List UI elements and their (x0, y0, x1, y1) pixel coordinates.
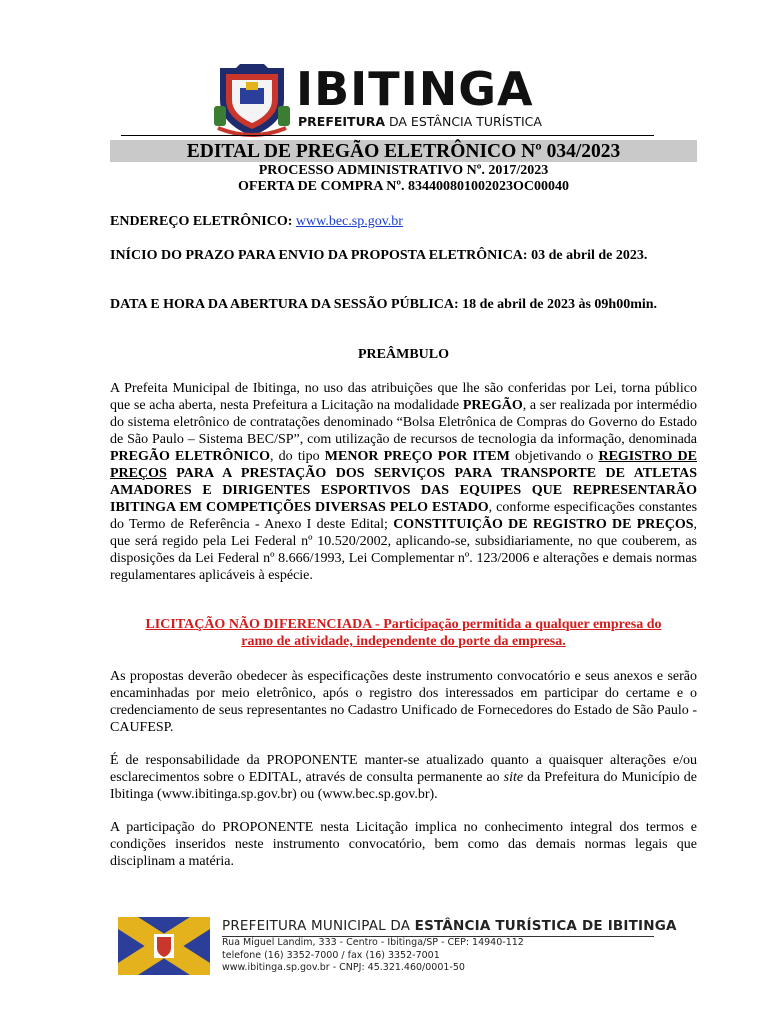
propostas-paragraph: As propostas deverão obedecer às especificações deste instrumento convocatório e seus anexos e serão encaminhadas por meio eletrônico, após o registro dos interessados em participar do certame e o credenciamento de seus representantes no Cadastro Unificado de Fornecedores do Estado de São Paulo - CAUFESP. (110, 669, 697, 735)
inicio-prazo: INÍCIO DO PRAZO PARA ENVIO DA PROPOSTA ELETRÔNICA: 03 de abril de 2023. (110, 248, 648, 263)
ibitinga-flag-icon (118, 917, 210, 975)
oferta-de-compra: OFERTA DE COMPRA Nº. 834400801002023OC00040 (238, 179, 569, 194)
licitacao-notice: LICITAÇÃO NÃO DIFERENCIADA - Participação permitida a qualquer empresa do ramo de atividade, independente do porte da empresa. (145, 617, 662, 649)
responsabilidade-paragraph: É de responsabilidade da PROPONENTE manter-se atualizado quanto a quaisquer alterações e/ou esclarecimentos sobre o EDITAL, através de consulta permanente ao site da Prefeitura do Município de Ibitinga (www.ibitinga.sp.gov.br) ou (www.bec.sp.gov.br). (110, 753, 698, 802)
participacao-paragraph: A participação do PROPONENTE nesta Licitação implica no conhecimento integral dos termos e condições inseridos neste instrumento convocatório, bem como das demais normas legais que disciplinam a matéria. (110, 820, 697, 869)
city-crest-icon (212, 62, 292, 138)
footer-address: Rua Miguel Landim, 333 - Centro - Ibitinga/SP - CEP: 14940-112 (222, 937, 524, 948)
footer-info (222, 918, 677, 975)
data-hora-abertura: DATA E HORA DA ABERTURA DA SESSÃO PÚBLICA: 18 de abril de 2023 às 09h00min. (110, 297, 658, 312)
endereco-eletronico: ENDEREÇO ELETRÔNICO: www.bec.sp.gov.br (110, 214, 403, 229)
footer-website-cnpj: www.ibitinga.sp.gov.br - CNPJ: 45.321.460/0001-50 (222, 962, 465, 973)
logo-subtitle: PREFEITURA DA ESTÂNCIA TURÍSTICA (298, 114, 542, 129)
header-divider (121, 135, 654, 136)
preambulo-paragraph: A Prefeita Municipal de Ibitinga, no uso das atribuições que lhe são conferidas por Lei, torna público que se acha aberta, nesta Prefeitura a Licitação na modalidade PREGÃO, a ser realizada por intermédio do sistema eletrônico de contratações denominado “Bolsa Eletrônica de Compras do Governo do Estado de São Paulo – Sistema BEC/SP”, com utilização de recursos de tecnologia da informação, denominada PREGÃO ELETRÔNICO, do tipo MENOR PREÇO POR ITEM objetivando o REGISTRO DE PREÇOS PARA A PRESTAÇÃO DOS SERVIÇOS PARA TRANSPORTE DE ATLETAS AMADORES E DIRIGENTES ESPORTIVOS DAS EQUIPES QUE REPRESENTARÃO IBITINGA EM COMPETIÇÕES DIVERSAS PELO ESTADO, conforme especificações constantes do Termo de Referência - Anexo I deste Edital; CONSTITUIÇÃO DE REGISTRO DE PREÇOS, que será regido pela Lei Federal nº 10.520/2002, aplicando-se, subsidiariamente, no que couberem, as disposições da Lei Federal nº 8.666/1993, Lei Complementar nº. 123/2006 e alterações e demais normas regulamentares aplicáveis à espécie. (110, 381, 698, 583)
logo-wordmark: IBITINGA (296, 62, 534, 116)
processo-administrativo: PROCESSO ADMINISTRATIVO Nº. 2017/2023 (258, 163, 549, 178)
bec-link[interactable]: www.bec.sp.gov.br (295, 214, 403, 229)
document-title: EDITAL DE PREGÃO ELETRÔNICO Nº 034/2023 (186, 141, 621, 162)
prefeitura-logo (212, 62, 542, 138)
preambulo-heading: PREÂMBULO (358, 347, 449, 362)
footer-phone: telefone (16) 3352-7000 / fax (16) 3352-7001 (222, 949, 440, 961)
footer-title: PREFEITURA MUNICIPAL DA ESTÂNCIA TURÍSTICA DE IBITINGA (222, 918, 677, 934)
